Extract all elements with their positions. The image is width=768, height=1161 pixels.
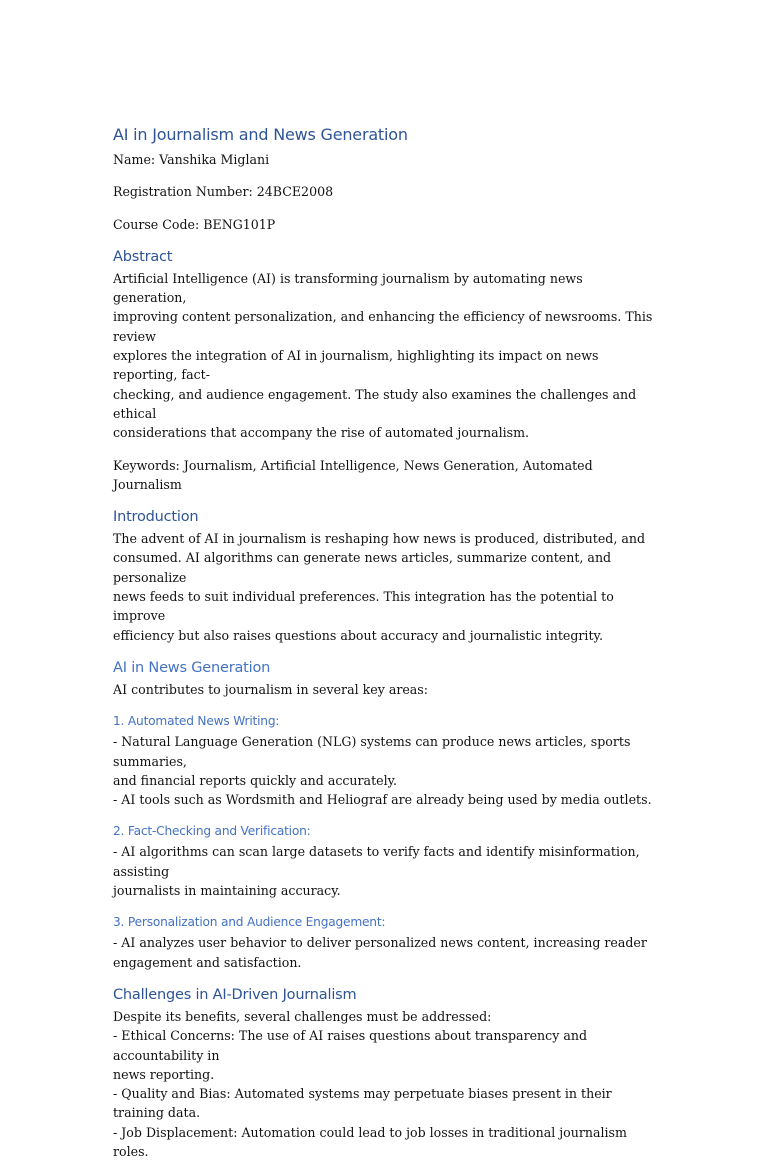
abstract-heading: Abstract: [113, 248, 173, 265]
introduction-paragraph: [113, 529, 658, 645]
challenges-line: news reporting.: [113, 1066, 215, 1082]
challenges-heading: Challenges in AI-Driven Journalism: [113, 986, 357, 1003]
subsection-line: - AI tools such as Wordsmith and Heliograf are already being used by media outlets.: [113, 792, 652, 808]
subsection-line: - AI algorithms can scan large datasets to verify facts and identify misinformation, assisting: [113, 844, 640, 879]
subsection-line: engagement and satisfaction.: [113, 954, 302, 970]
keywords: Keywords: Journalism, Artificial Intelligence, News Generation, Automated Journalism: [113, 457, 593, 492]
subsection-line: - AI analyzes user behavior to deliver personalized news content, increasing reader: [113, 935, 647, 951]
subsection-heading-fact-checking: 2. Fact-Checking and Verification:: [113, 824, 311, 839]
abstract-line: Artificial Intelligence (AI) is transforming journalism by automating news generation,: [113, 270, 583, 306]
abstract-line: checking, and audience engagement. The study also examines the challenges and ethical: [113, 386, 637, 421]
challenges-line: - Job Displacement: Automation could lead to job losses in traditional journalism roles.: [113, 1124, 627, 1159]
introduction-line: news feeds to suit individual preferences. This integration has the potential to improve: [113, 589, 614, 624]
challenges-paragraph: [113, 1007, 658, 1161]
subsection-line: journalists in maintaining accuracy.: [113, 883, 341, 899]
registration-number: Registration Number: 24BCE2008: [113, 184, 334, 200]
subsection-paragraph-personalization: [113, 933, 658, 972]
challenges-line: Despite its benefits, several challenges must be addressed:: [113, 1008, 492, 1024]
subsection-line: - Natural Language Generation (NLG) systems can produce news articles, sports summaries,: [113, 734, 631, 769]
abstract-line: improving content personalization, and enhancing the efficiency of newsrooms. This review: [113, 309, 653, 344]
abstract-line: explores the integration of AI in journalism, highlighting its impact on news reporting, fact-: [113, 348, 599, 383]
subsection-paragraph-fact-checking: [113, 842, 658, 900]
ai-news-generation-heading: AI in News Generation: [113, 659, 271, 676]
ai-news-generation-intro: AI contributes to journalism in several key areas:: [113, 681, 429, 697]
abstract-line: considerations that accompany the rise of automated journalism.: [113, 425, 530, 441]
introduction-line: consumed. AI algorithms can generate news articles, summarize content, and personalize: [113, 550, 612, 585]
challenges-line: - Ethical Concerns: The use of AI raises questions about transparency and accountability in: [113, 1028, 588, 1063]
document-title: AI in Journalism and News Generation: [113, 125, 408, 144]
document-page: [113, 124, 658, 1161]
author-name: Name: Vanshika Miglani: [113, 152, 270, 167]
subsection-line: and financial reports quickly and accurately.: [113, 772, 398, 788]
course-code: Course Code: BENG101P: [113, 216, 276, 232]
subsection-paragraph-automated-writing: [113, 732, 658, 809]
abstract-paragraph: [113, 269, 658, 443]
introduction-line: efficiency but also raises questions about accuracy and journalistic integrity.: [113, 627, 603, 643]
challenges-line: - Quality and Bias: Automated systems may perpetuate biases present in their training data.: [113, 1086, 612, 1121]
subsection-heading-automated-writing: 1. Automated News Writing:: [113, 714, 280, 729]
introduction-heading: Introduction: [113, 509, 199, 526]
subsection-heading-personalization: 3. Personalization and Audience Engagement:: [113, 915, 386, 930]
introduction-line: The advent of AI in journalism is reshaping how news is produced, distributed, and: [113, 531, 646, 547]
